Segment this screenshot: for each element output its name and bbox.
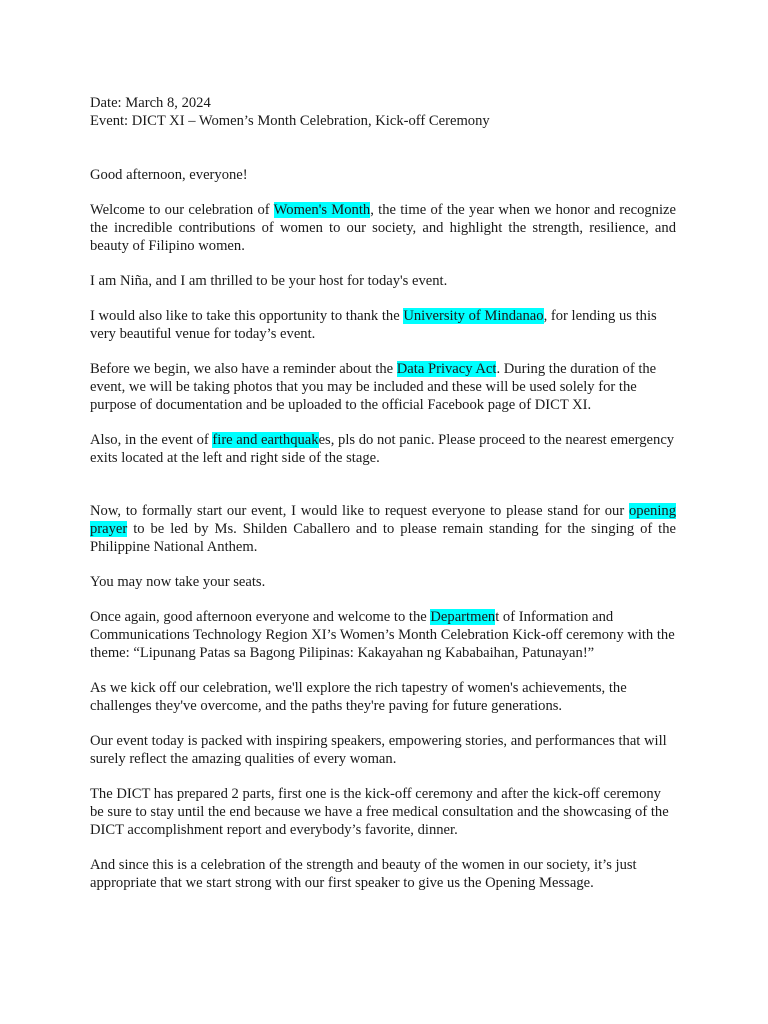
prayer-text-end: to be led by Ms. Shilden Caballero and to please remain standing for the singing of the Philippine National Anthem. xyxy=(90,521,676,555)
safety-paragraph xyxy=(90,431,676,467)
privacy-paragraph xyxy=(90,360,676,414)
highlight-fire-earthquake: fire and earthquak xyxy=(212,432,319,448)
welcome-text-start: Welcome to our celebration of xyxy=(90,202,274,218)
highlight-opening-prayer: opening prayer xyxy=(90,503,676,537)
again-text-end: t of Information and Communications Technology Region XI’s Women’s Month Celebration Kick-off ceremony with the theme: “Lipunang Patas sa Bagong Pilipinas: Kakayahan ng Kababaihan, Patunayan!” xyxy=(90,609,675,661)
kickoff-paragraph: As we kick off our celebration, we'll explore the rich tapestry of women's achievements, the challenges they've overcome, and the paths they're paving for future generations. xyxy=(90,680,627,714)
welcome-text-end: , the time of the year when we honor and recognize the incredible contributions of women to our society, and highlight the strength, resilience, and beauty of Filipino women. xyxy=(90,202,676,254)
highlight-department: Departmen xyxy=(430,609,496,625)
again-text-start: Once again, good afternoon everyone and welcome to the xyxy=(90,609,431,625)
prayer-paragraph xyxy=(90,502,676,556)
packed-paragraph: Our event today is packed with inspiring speakers, empowering stories, and performances that will surely reflect the amazing qualities of every woman. xyxy=(90,733,667,767)
privacy-text-start: Before we begin, we also have a reminder about the xyxy=(90,361,397,377)
safety-text-start: Also, in the event of xyxy=(90,432,213,448)
highlight-university: University of Mindanao xyxy=(403,308,544,324)
seats-paragraph: You may now take your seats. xyxy=(90,574,266,590)
date-line: Date: March 8, 2024 xyxy=(90,95,211,111)
thanks-paragraph xyxy=(90,307,676,343)
thanks-text-start: I would also like to take this opportunity to thank the xyxy=(90,308,404,324)
closing-paragraph: And since this is a celebration of the strength and beauty of the women in our society, it’s just appropriate that we start strong with our first speaker to give us the Opening Message. xyxy=(90,857,637,891)
event-line: Event: DICT XI – Women’s Month Celebration, Kick-off Ceremony xyxy=(90,113,490,129)
document-body xyxy=(90,94,676,892)
host-paragraph: I am Niña, and I am thrilled to be your host for today's event. xyxy=(90,273,448,289)
greeting: Good afternoon, everyone! xyxy=(90,167,248,183)
parts-paragraph: The DICT has prepared 2 parts, first one is the kick-off ceremony and after the kick-off ceremony be sure to stay until the end because we have a free medical consultation and the showcasing of the DICT accomplishment report and everybody’s favorite, dinner. xyxy=(90,786,669,838)
highlight-data-privacy-act: Data Privacy Act xyxy=(396,361,497,377)
welcome-paragraph xyxy=(90,201,676,255)
safety-text-end: es, pls do not panic. Please proceed to the nearest emergency exits located at the left and right side of the stage. xyxy=(90,432,675,466)
privacy-text-end: . During the duration of the event, we will be taking photos that you may be included and these will be used solely for the purpose of documentation and be uploaded to the official Facebook page of DICT XI. xyxy=(90,361,657,413)
again-paragraph xyxy=(90,608,676,662)
thanks-text-end: , for lending us this very beautiful venue for today’s event. xyxy=(90,308,657,342)
highlight-womens-month: Women's Month xyxy=(273,202,371,218)
prayer-text-start: Now, to formally start our event, I would like to request everyone to please stand for our xyxy=(90,503,629,519)
